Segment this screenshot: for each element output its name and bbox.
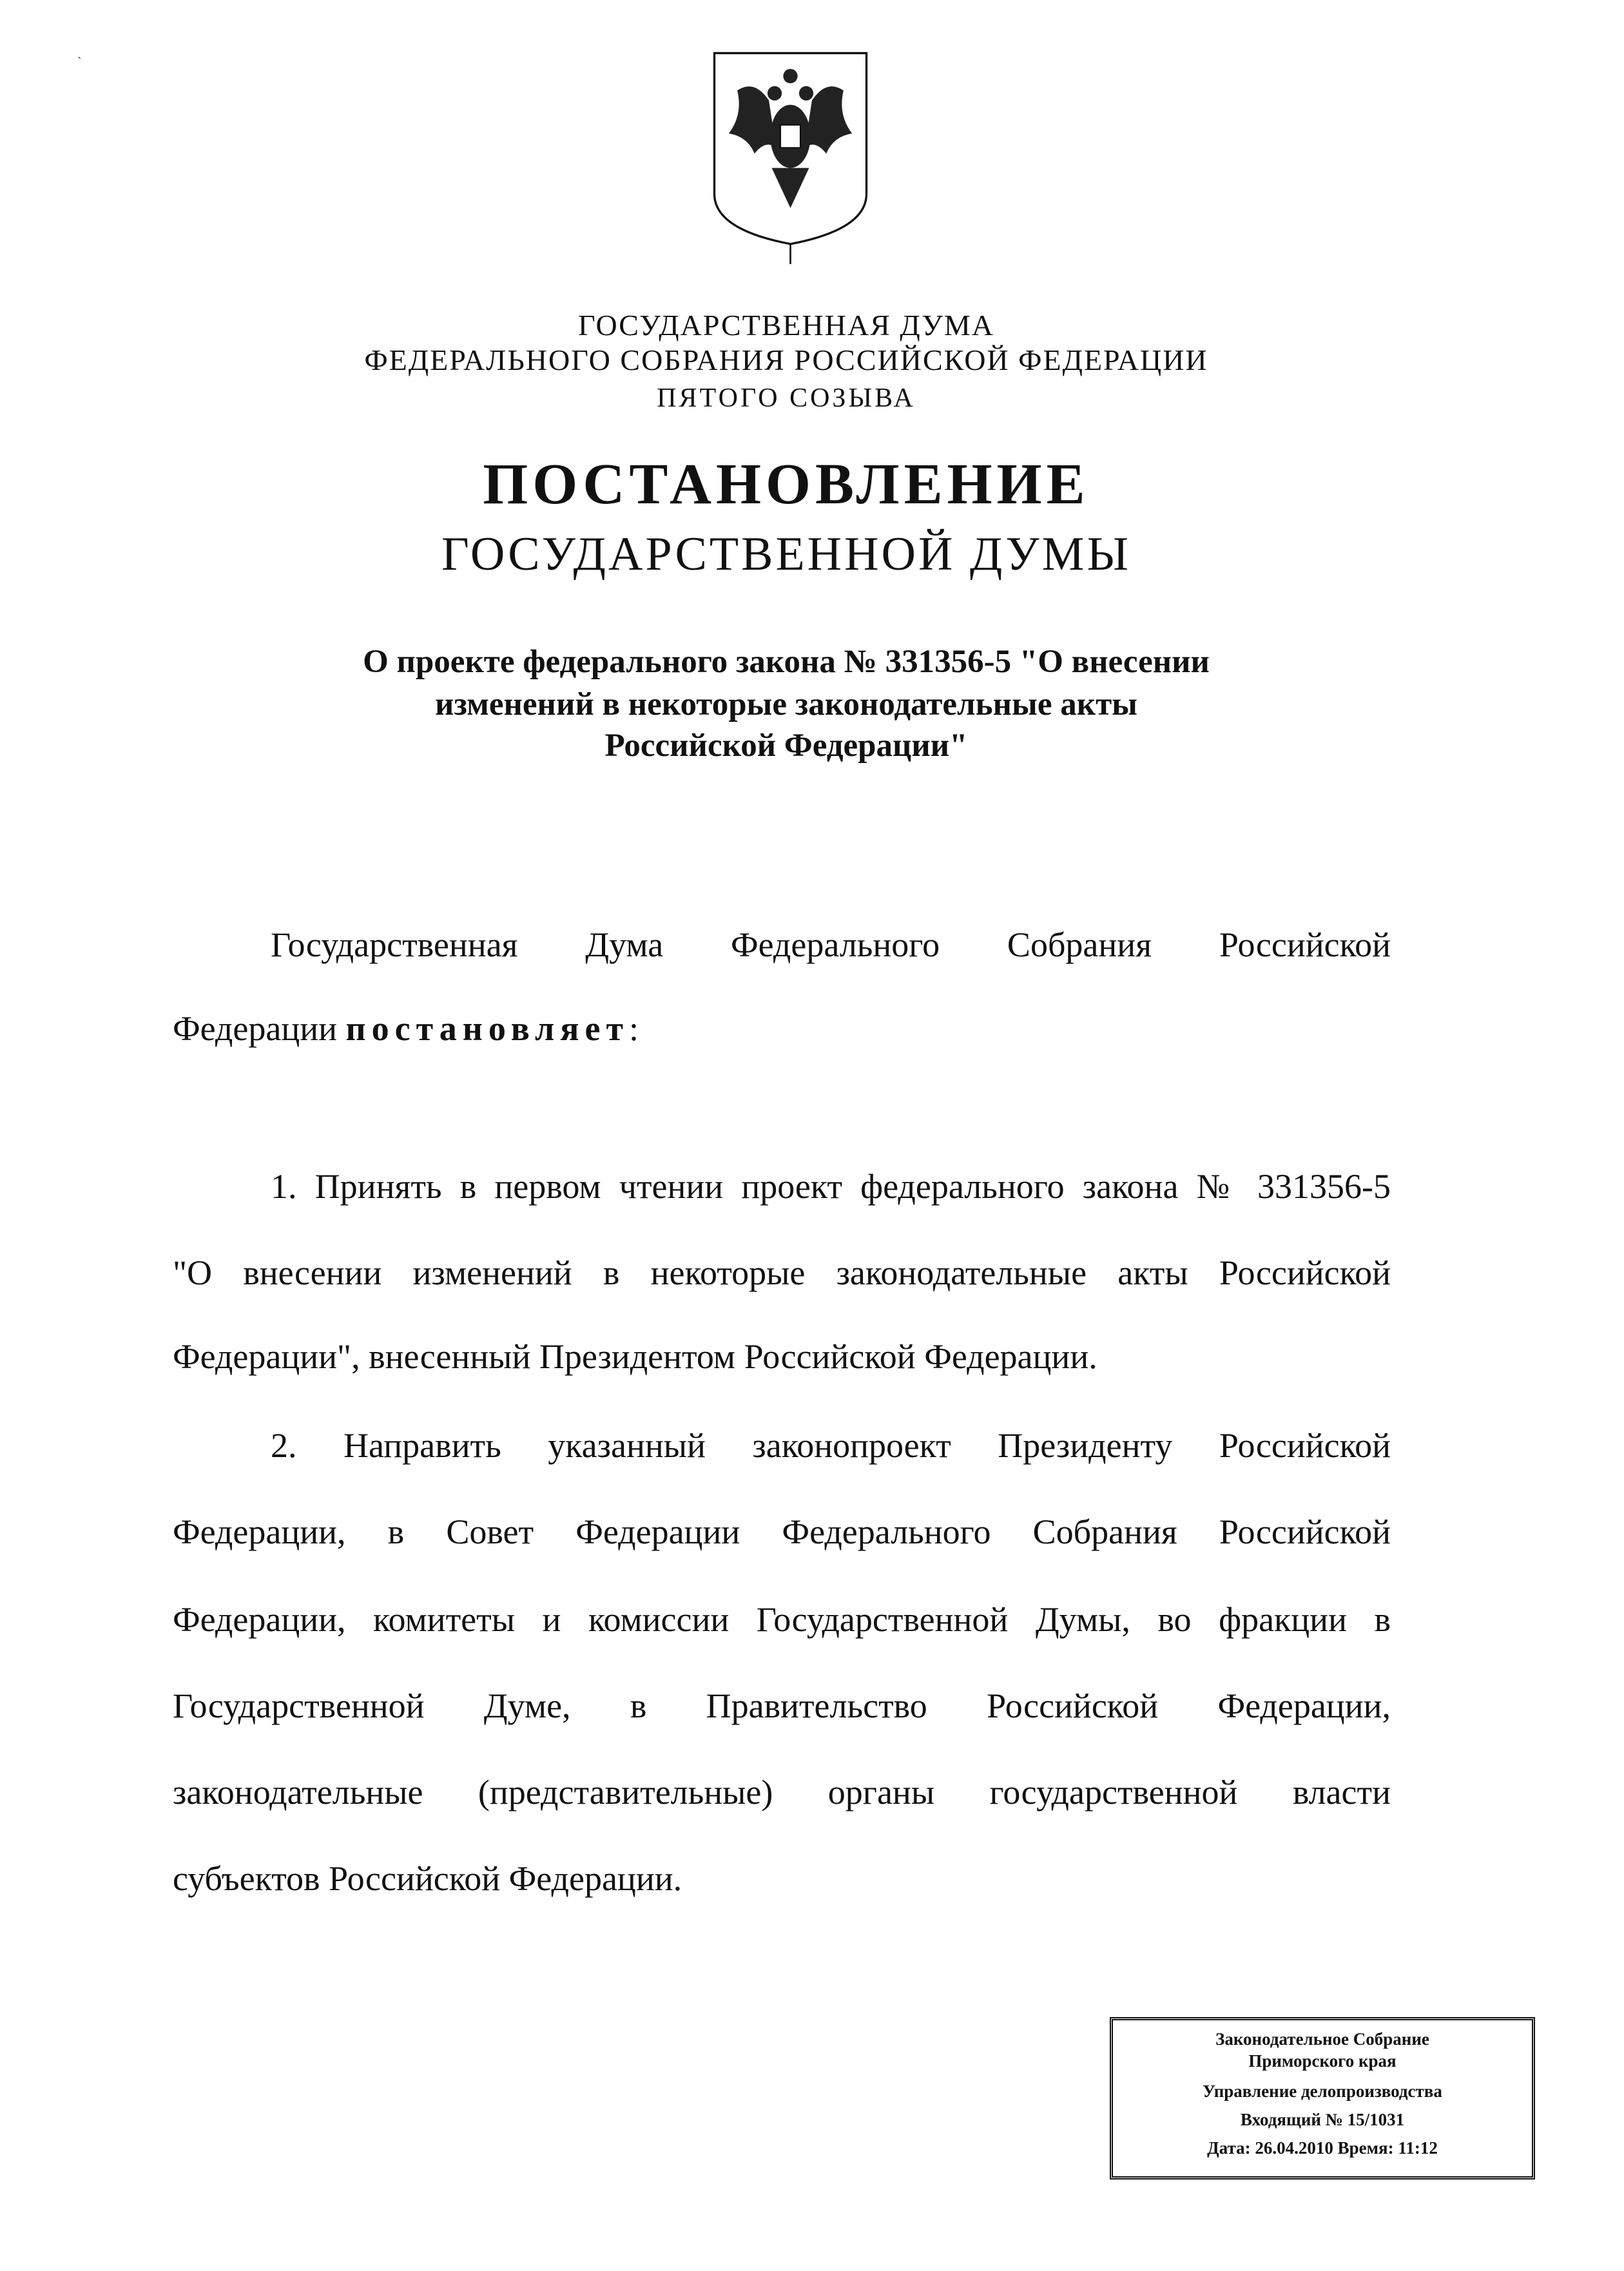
stamp-line-5: Дата: 26.04.2010 Время: 11:12 [1207,2138,1438,2158]
para2-line-4: Государственной Думе, в Правительство Российской Федерации, [173,1686,1391,1725]
stamp-line-2: Приморского края [1248,2051,1397,2071]
header-line-1: ГОСУДАРСТВЕННАЯ ДУМА [578,309,994,342]
coat-of-arms-emblem [711,50,869,266]
document-title-line-2: изменений в некоторые законодательные акты [435,686,1137,722]
stamp-line-3: Управление делопроизводства [1203,2082,1442,2101]
incoming-registration-stamp [1110,2017,1535,2179]
para2-line-6: субъектов Российской Федерации. [173,1859,682,1898]
preamble-text: Федерации [173,1009,346,1048]
document-issuer: ГОСУДАРСТВЕННОЙ ДУМЫ [441,528,1132,581]
colon: : [629,1009,639,1048]
header-line-2: ФЕДЕРАЛЬНОГО СОБРАНИЯ РОССИЙСКОЙ ФЕДЕРАЦИИ [364,343,1208,376]
para2-line-2: Федерации, в Совет Федерации Федерального Собрания Российской [173,1512,1391,1551]
header-line-3: ПЯТОГО СОЗЫВА [657,383,916,413]
preamble-line-1: Государственная Дума Федерального Собрания Российской [271,925,1391,964]
para2-line-3: Федерации, комитеты и комиссии Государственной Думы, во фракции в [173,1600,1391,1639]
document-title-line-3: Российской Федерации" [604,728,968,764]
document-title-line-1: О проекте федерального закона № 331356-5 "О внесении [363,644,1210,680]
scan-mark: ˎ [77,45,82,59]
stamp-line-1: Законодательное Собрание [1215,2029,1429,2049]
para2-line-5: законодательные (представительные) органы государственной власти [173,1773,1391,1812]
para1-line-1: 1. Принять в первом чтении проект федерального закона № 331356-5 [271,1167,1391,1206]
preamble-line-2 [173,1009,1391,1049]
resolves-word: постановляет [345,1009,630,1048]
document-type: ПОСТАНОВЛЕНИЕ [483,452,1090,516]
para1-line-3: Федерации", внесенный Президентом Российской Федерации. [173,1337,1097,1376]
para2-line-1: 2. Направить указанный законопроект Президенту Российской [271,1426,1391,1465]
para1-line-2: "О внесении изменений в некоторые законодательные акты Российской [173,1253,1391,1292]
stamp-line-4: Входящий № 15/1031 [1240,2110,1405,2129]
